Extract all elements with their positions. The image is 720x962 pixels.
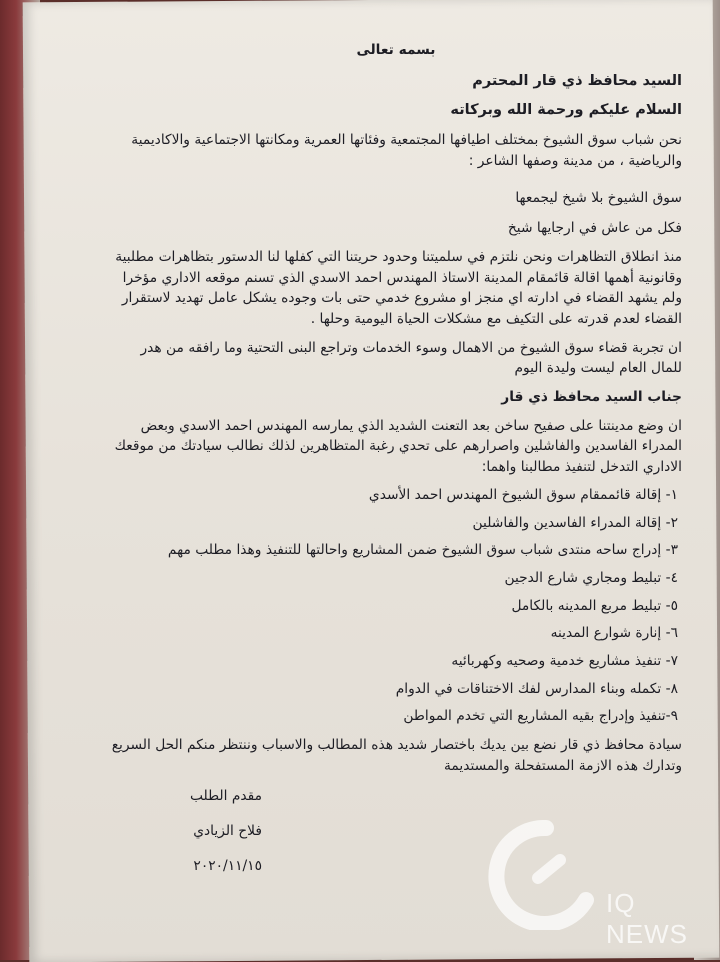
signature-label: مقدم الطلب (189, 788, 262, 805)
list-item: ٦- إنارة شوارع المدينه (550, 625, 678, 642)
invocation: بسمه تعالى (356, 42, 436, 58)
letter-body (110, 40, 682, 890)
addressee: السيد محافظ ذي قار المحترم (472, 72, 682, 89)
paragraph-3: ان وضع مدينتنا على صفيح ساخن بعد التعنت الشديد الذي يمارسه المهندس احمد الاسدي وبعض المدراء الفاسدين والفاشلين واصرارهم على تحدي رغبة المتظاهرين لذلك نطالب سيادتك من موقعك الاداري التدخل لتنفيذ مطالبنا واهما: (114, 417, 682, 476)
paragraph-1: منذ انطلاق التظاهرات ونحن نلتزم في سلميتنا وحدود حريتنا التي كفلها لنا الدستور بتظاهرات مطلبية وقانونية أهمها اقالة قائمقام المدينة الاستاذ المهندس احمد الاسدي الذي تسنم موقعه الاداري مؤخرا ولم يشهد القضاء في ادارته اي منجز او مشروع خدمي حتى بات وجوده يشكل عامل تهديد لاستقرار القضاء لعدم قدرته على التكيف مع مشكلات الحياة اليومية وحلها . (115, 248, 682, 327)
signer-name: فلاح الزيادي (193, 823, 262, 840)
demands-list (110, 485, 682, 727)
list-item: ٢- إقالة المدراء الفاسدين والفاشلين (472, 514, 678, 531)
heading-governor: جناب السيد محافظ ذي قار (501, 389, 682, 406)
list-item: ١- إقالة قائممقام سوق الشيوخ المهندس احمد الأسدي (368, 486, 678, 503)
letter-date: ٢٠٢٠/١١/١٥ (193, 857, 262, 874)
list-item: ٥- تبليط مربع المدينه بالكامل (511, 597, 678, 614)
paragraph-2: ان تجربة قضاء سوق الشيوخ من الاهمال وسوء الخدمات وتراجع البنى التحتية وما رافقه من هدر للمال العام ليست وليدة اليوم (140, 339, 682, 377)
list-item: ٨- تكمله وبناء المدارس لفك الاختناقات في الدوام (395, 680, 678, 697)
list-item: ٣- إدراج ساحه منتدى شباب سوق الشيوخ ضمن المشاريع واحالتها للتنفيذ وهذا مطلب مهم (167, 542, 678, 559)
iq-news-logo-icon (486, 820, 606, 930)
closing-paragraph: سيادة محافظ ذي قار نضع بين يديك باختصار شديد هذه المطالب والاسباب وننتظر منكم الحل السريع وتدارك هذه الازمة المستفحلة والمستديمة (111, 737, 682, 774)
list-item: ٩-تنفيذ وإدراج بقيه المشاريع التي تخدم المواطن (403, 708, 678, 725)
greeting: السلام عليكم ورحمة الله وبركاته (450, 102, 682, 119)
watermark-text: IQ NEWS (606, 888, 688, 949)
list-item: ٤- تبليط ومجاري شارع الدجين (504, 569, 678, 586)
list-item: ٧- تنفيذ مشاريع خدمية وصحيه وكهربائيه (451, 652, 678, 669)
verse-line-2: فكل من عاش في ارجايها شيخ (507, 220, 682, 237)
intro-paragraph: نحن شباب سوق الشيوخ بمختلف اطيافها المجتمعية وفئاتها العمرية ومكانتها الاجتماعية والاكاديمية والرياضية ، من مدينة وصفها الشاعر : (131, 132, 682, 169)
verse-line-1: سوق الشيوخ بلا شيخ ليجمعها (515, 189, 682, 206)
